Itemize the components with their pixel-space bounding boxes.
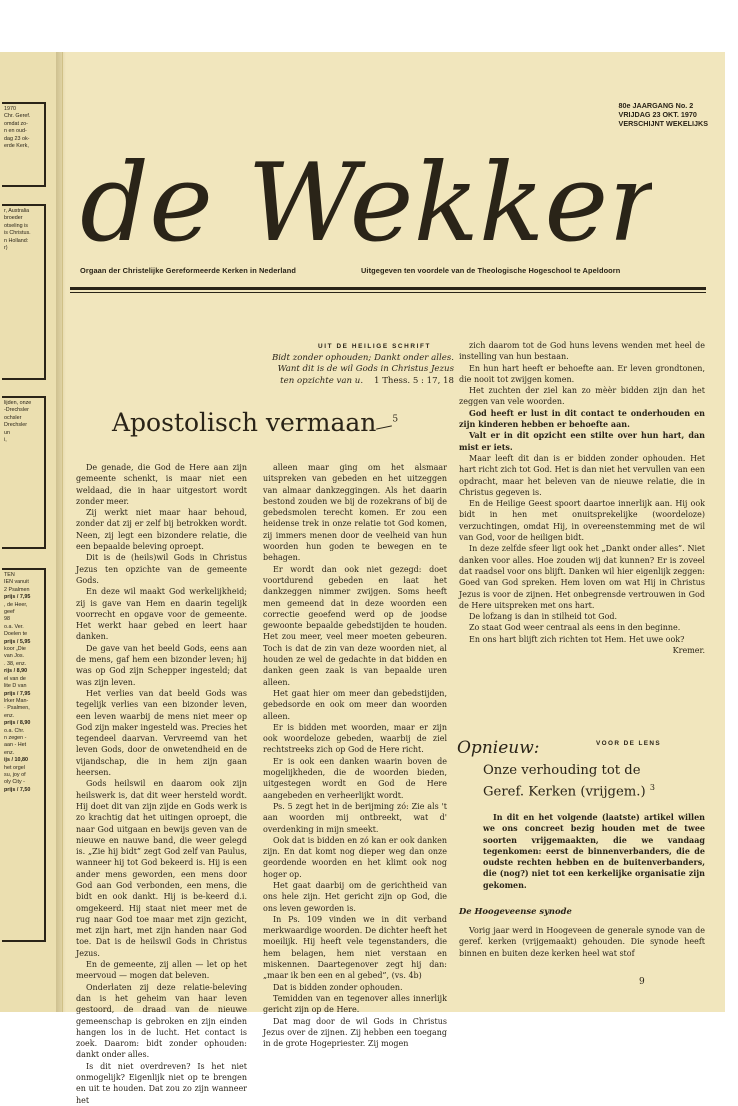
spine-line: enz. [4, 749, 15, 756]
spine-line: i, [4, 437, 7, 444]
spine-line: 1970 [4, 106, 16, 112]
article-paragraph: Er wordt dan ook niet gezegd: doet voortdurend gebeden en laat het dankzeggen nimmer zwijgen. Soms heeft men gemeend dat in deze woorden een correctie geoefend werd op de joodse gewoonte bepaalde gebedstijden te houden. Het zou meer, veel meer moeten gebeuren. Toch is dat de zin van deze woorden niet, al houden ze wel de gedachte in dat bidden en danken geen zaak is van bepaalde uren alleen. [263, 564, 447, 687]
spine-line: Drechsler [4, 422, 28, 429]
spine-line: rijs / 8,90 [4, 668, 28, 675]
article-headline [112, 408, 398, 437]
spine-line: prijs / 8,90 [4, 720, 31, 727]
issue-date: VRIJDAG 23 OKT. 1970 [618, 110, 697, 120]
organ-line: Orgaan der Christelijke Gereformeerde Kerken in Nederland [80, 266, 296, 275]
article-paragraph: De lofzang is dan in stilheid tot God. [469, 612, 618, 622]
article-paragraph: En hun hart heeft er behoefte aan. Er leven grondtonen, die nooit tot zwijgen komen. [459, 363, 705, 384]
previous-page-spine [0, 52, 63, 1012]
masthead-logo [72, 90, 652, 260]
article-paragraph: En deze wil maakt God werkelijkheid; zij is gave van Hem en daarin tegelijk voorrecht en opgave voor de gemeente. Het werkt haar gebed en leert haar danken. [76, 587, 247, 642]
lens-body [459, 925, 705, 959]
spine-line: 2 Psalmen [4, 586, 30, 593]
article-paragraph: Het gaat daarbij om de gerichtheid van ons hele zijn. Het gericht zijn op God, die ons leven geworden is. [263, 880, 447, 913]
headline-part: 5 [392, 414, 399, 425]
spine-line: ochsler [4, 414, 22, 421]
lens-title-line-2: Geref. Kerken (vrijgem.) [483, 784, 646, 800]
spine-line: prijs / 7,50 [4, 786, 31, 793]
spine-line: n zegen - [4, 734, 27, 741]
spine-line: geef [4, 609, 15, 616]
spine-line: prijs / 5,95 [4, 638, 31, 645]
article-paragraph: Gods heilswil en daarom ook zijn heilswerk is, dat dit weer hersteld wordt. Hij doet dit van zijn zijde en Gods werk is zo krachtig dat het uitingen oproept, die naar God uitgaan en bewijs geven van de nieuwe en nauwe band, die weer gelegd is. „Zie hij bidt” zegt God zelf van Paulus, wanneer hij tot God bekeerd is. Hij is een ander mens geworden, een mens door God aan God verbonden, een mens, die bidt en ook dankt. Hij is be-keerd d.i. omgekeerd. Hij staat niet meer met de rug naar God toe maar met zijn gezicht, met zijn hart, met zijn handen naar God toe. Dat is de heilswil Gods in Christus Jezus. [76, 779, 247, 958]
article-paragraph: En de gemeente, zij allen — let op het meervoud — mogen dat beleven. [76, 960, 247, 981]
lens-section-heading: De Hoogeveense synode [459, 906, 572, 916]
spine-line: -Drechsler [4, 407, 29, 414]
article-paragraph: Er is bidden met woorden, maar er zijn ook woordeloze gebeden, waarbij de ziel rechtstreeks zich op God de Here richt. [263, 722, 447, 755]
scripture-reference: 1 Thess. 5 : 17, 18 [374, 375, 454, 386]
spine-line: omdat zo- [4, 120, 28, 127]
lens-intro [483, 812, 705, 891]
article-paragraph: Is dit niet overdreven? Is het niet onmogelijk? Eigenlijk niet op te brengen en uit te houden. Dat zou zo zijn wanneer het [76, 1061, 247, 1105]
article-signature: Kremer. [672, 646, 705, 656]
article-column-3 [459, 340, 705, 656]
article-paragraph: En ons hart blijft zich richten tot Hem. Het uwe ook? [469, 634, 685, 644]
lens-part: 3 [649, 783, 655, 792]
masthead-rule-thin [70, 292, 706, 293]
spine-line: r, Australia [4, 208, 30, 214]
article-paragraph: Maar leeft dit dan is er bidden zonder ophouden. Het hart richt zich tot God. Het is dan niet het vervullen van een opdracht, maar het beleven van de nieuwe relatie, die in Christus gegeven is. [459, 453, 705, 497]
headline-swash [376, 425, 392, 429]
article-paragraph: Ps. 5 zegt het in de berijming zó: Zie als 't aan woorden mij ontbreekt, wat d' overdenking in mijn smeekt. [263, 801, 447, 834]
article-paragraph: God heeft er lust in dit contact te onderhouden en zijn kinderen hebben er behoefte aan. [459, 407, 705, 430]
spine-line: lrker Man- [4, 697, 29, 704]
article-paragraph: Dat mag door de wil Gods in Christus Jezus over de zijnen. Zij hebben een toegang in de grote Hogepriester. Zij mogen [263, 1016, 447, 1049]
spine-box-records [2, 568, 46, 942]
spine-box-top [2, 102, 46, 187]
spine-line: het orgel [4, 764, 25, 771]
spine-box-lower [2, 396, 46, 549]
spine-line: van Jos. [4, 653, 25, 660]
spine-line: , de Heer, [4, 601, 28, 608]
spine-line: broeder [4, 215, 23, 222]
masthead-rule [70, 287, 706, 290]
spine-line: · Psalmen, [4, 705, 30, 712]
spine-line: koor „Die [4, 646, 26, 653]
article-paragraph: Het gaat hier om meer dan gebedstijden, gebedsorde en ook om meer dan woorden alleen. [263, 688, 447, 721]
spine-line: prijs / 7,95 [4, 690, 31, 697]
lens-kicker: VOOR DE LENS [596, 740, 662, 747]
spine-line: IEN vanuit [4, 579, 29, 586]
lens-article-title [483, 762, 655, 800]
article-paragraph: In Ps. 109 vinden we in dit verband merkwaardige woorden. De dichter heeft het moeilijk. Hij heeft vele tegenstanders, die hem belagen, hem niet verstaan en miskennen. Daartegenover zegt hij dan: „maar ik ben een en al gebed”, (vs. 4b) [263, 914, 447, 981]
article-paragraph: Het verlies van dat beeld Gods was tegelijk verlies van een bizonder leven, een leven waarbij de mens niet meer op God zijn maker ingesteld was. Precies het tegendeel daarvan. Vervreemd van het leven Gods, door de onwetendheid en de vijandschap, die in hem zijn gaan heersen. [76, 688, 247, 778]
spine-line: 98 [4, 616, 10, 623]
spine-line: Chr. Geref. [4, 113, 31, 120]
article-paragraph: alleen maar ging om het alsmaar uitspreken van gebeden en het uitzeggen van almaar dankzeggingen. Als het daarin bestond zouden we bij de rozekrans of bij de gebedsmolen terecht komen. Er zou een heidense trek in onze relatie tot God komen, zij immers menen door de veelheid van hun woorden hun goden te bewegen en te behagen. [263, 463, 447, 563]
page-number: 9 [639, 977, 645, 987]
article-paragraph: De gave van het beeld Gods, eens aan de mens, gaf hem een bizonder leven; hij was op God zijn Schepper ingesteld; dat was zijn leven. [76, 643, 247, 687]
article-paragraph: In deze zelfde sfeer ligt ook het „Dankt onder alles”. Niet danken voor alles. Hoe zouden wij dat kunnen? Er is zoveel dat raadsel voor ons blijft. Danken wil hier eigenlijk zeggen: Goed van God spreken. Hem loven om wat Hij in Christus Jezus is voor de zijnen. Het onbegrensde vertrouwen in God de Here uitspreken met ons hart. [459, 544, 705, 610]
spine-line: otseling is [4, 222, 28, 229]
spine-line: ijs / 10,80 [4, 757, 28, 764]
spine-line: TEN [4, 572, 15, 578]
spine-box-middle [2, 204, 46, 380]
page-fold-shadow [56, 52, 66, 1012]
article-paragraph: Zo staat God weer centraal als eens in den beginne. [469, 623, 681, 633]
article-paragraph: Onderlaten zij deze relatie-beleving dan is het geheim van haar leven gestoord, de draad van de nieuwe gemeenschap is gebroken en zijn einden hangen los in de lucht. Het contact is zoek. Daarom: bidt zonder ophouden: dankt onder alles. [76, 982, 247, 1060]
spine-line: su, joy of [4, 771, 26, 778]
lens-intro-text: In dit en het volgende (laatste) artikel willen we ons concreet bezig houden met de twee soorten vrijgemaakten, die we vandaag tegenkomen: eerst de binnenverbanders, die de oudste rechten hebben en de buitenverbanders, die (nog?) niet tot een kerkelijke organisatie zijn gekomen. [483, 812, 705, 890]
spine-line: Doelen te [4, 631, 28, 638]
headline-text: Apostolisch vermaan [112, 408, 377, 437]
spine-line: un [4, 429, 10, 436]
article-paragraph: Dit is de (heils)wil Gods in Christus Jezus ten opzichte van de gemeente Gods. [76, 553, 247, 585]
spine-line: . 38, enz. [4, 660, 27, 667]
article-paragraph: Zij werkt niet maar haar behoud, zonder dat zij er zelf bij betrokken wordt. Neen, zij legt een bizondere relatie, die een bepaalde beleving oproept. [76, 508, 247, 552]
article-paragraph: Temidden van en tegenover alles innerlijk gericht zijn op de Here. [263, 993, 447, 1015]
issue-volume: 80e JAARGANG No. 2 [618, 101, 694, 110]
article-column-1 [76, 462, 247, 1106]
lens-body-text: Vorig jaar werd in Hoogeveen de generale synode van de geref. kerken (vrijgemaakt) gehouden. Die synode heeft binnen en buiten deze kerken heel wat stof [459, 926, 705, 958]
article-paragraph: Dat is bidden zonder ophouden. [273, 982, 403, 992]
article-paragraph: De genade, die God de Here aan zijn gemeente schenkt, is maar niet een weldaad, die in haar uitgestort wordt zonder meer. [76, 463, 247, 506]
scripture-kicker: UIT DE HEILIGE SCHRIFT [318, 343, 431, 350]
spine-line: oly City - [4, 779, 25, 786]
lens-series-title: Opnieuw: [457, 738, 540, 758]
article-paragraph: Het zuchten der ziel kan zo mèèr bidden zijn dan het zeggen van vele woorden. [459, 386, 705, 407]
article-paragraph: Valt er in dit opzicht een stilte over hun hart, dan mist er iets. [459, 430, 705, 452]
publisher-line: Uitgegeven ten voordele van de Theologische Hogeschool te Apeldoorn [361, 266, 621, 275]
spine-line: lijden, onze [4, 400, 32, 406]
lens-title-line-1: Onze verhouding tot de [483, 763, 641, 778]
article-paragraph: zich daarom tot de God huns levens wenden met heel de instelling van hun bestaan. [459, 341, 705, 362]
scripture-line-2: Want dit is de wil Gods in Christus Jezus [277, 364, 454, 375]
scripture-line-3: ten opzichte van u. [280, 375, 364, 386]
spine-line: n Holland: [4, 237, 29, 244]
spine-line: n en oud- [4, 128, 27, 135]
spine-line: prijs / 7,95 [4, 594, 31, 601]
issue-frequency: VERSCHIJNT WEKELIJKS [618, 119, 708, 129]
scripture-quote [226, 353, 454, 387]
spine-line: o.a. Ver. [4, 623, 24, 630]
spine-line: el van de [4, 675, 26, 682]
article-column-2 [263, 462, 447, 1049]
spine-line: lite D van [4, 683, 27, 690]
spine-line: aan - Het [4, 742, 27, 749]
spine-line: r) [4, 245, 8, 252]
article-paragraph: En de Heilige Geest spoort daartoe innerlijk aan. Hij ook bidt in hen met onuitsprekelijke (woordeloze) verzuchtingen, omdat Hij, in overeenstemming met de wil van God, voor de heiligen bidt. [459, 499, 705, 543]
spine-line: is Christus. [4, 230, 31, 237]
spine-line: enz. [4, 712, 15, 719]
scripture-line-1: Bidt zonder ophouden; Dankt onder alles. [271, 353, 454, 363]
spine-line: dag 23 ok- [4, 135, 30, 142]
masthead-text: de Wekker [80, 141, 652, 260]
article-paragraph: Ook dat is bidden en zó kan er ook danken zijn. En dat komt nog dieper weg dan onze geordende woorden en het klimt ook nog hoger op. [263, 835, 447, 879]
masthead-lettering [72, 90, 652, 260]
article-paragraph: Er is ook een danken waarin boven de mogelijkheden, die de woorden bieden, uitgestegen wordt en God de Here aangebeden en verheerlijkt wordt. [263, 756, 447, 800]
spine-line: o.a. Chr. [4, 727, 25, 734]
spine-line: erde Kerk, [4, 143, 29, 150]
